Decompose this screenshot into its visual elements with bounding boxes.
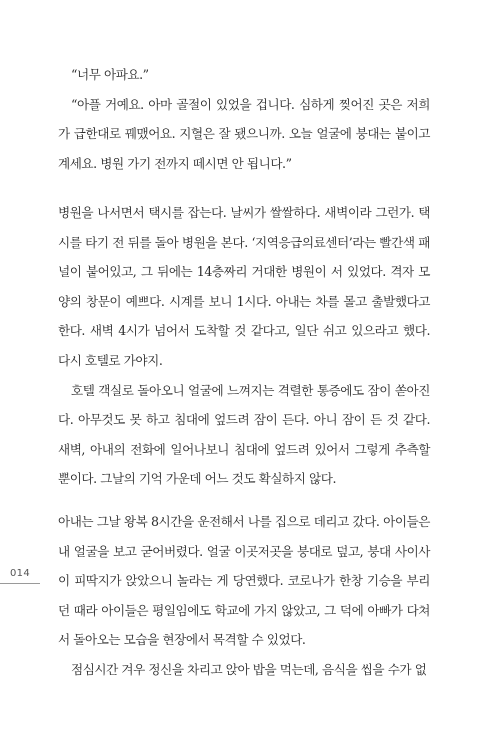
dialogue-line-patient: “너무 아파요.” (71, 67, 149, 82)
home-section (58, 507, 430, 685)
paragraph-lunch: 점심시간 겨우 정신을 차리고 앉아 밥을 먹는데, 음식을 씹을 수가 없 (71, 661, 427, 677)
paragraph-leaving-hospital: 병원을 나서면서 택시를 잡는다. 날씨가 쌀쌀하다. 새벽이라 그런가. 택시를 타기 전 뒤를 돌아 병원을 본다. ‘지역응급의료센터’라는 빨간색 패널이 붙어있고, 그 뒤에는 14층짜리 거대한 병원이 서 있었다. 격자 모양의 창문이 예쁘다. 시계를 보니 1시다. 아내는 차를 몰고 출발했다고 한다. 새벽 4시가 넘어서 도착할 것 같다고, 일단 쉬고 있으라고 했다. 다시 호텔로 가야지. (58, 205, 430, 368)
paragraph-hotel-room: 호텔 객실로 돌아오니 얼굴에 느껴지는 격렬한 통증에도 잠이 쏟아진다. 아무것도 못 하고 침대에 엎드려 잠이 든다. 아니 잠이 든 것 같다. 새벽, 아내의 전화에 일어나보니 침대에 엎드려 있어서 그렇게 추측할 뿐이다. 그날의 기억 가운데 어느 것도 확실하지 않다. (58, 382, 430, 487)
dialogue-section (58, 60, 430, 178)
dialogue-line-doctor: “아플 거예요. 아마 골절이 있었을 겁니다. 심하게 찢어진 곳은 저희가 급한대로 꿰맸어요. 지혈은 잘 됐으니까. 오늘 얼굴에 붕대는 붙이고 계세요. 병원 가기 전까지 떼시면 안 됩니다.” (58, 96, 430, 171)
page-number: 014 (10, 568, 30, 579)
page-number-rule (0, 583, 40, 584)
paragraph-drive-home: 아내는 그날 왕복 8시간을 운전해서 나를 집으로 데리고 갔다. 아이들은 내 얼굴을 보고 굳어버렸다. 얼굴 이곳저곳을 붕대로 덮고, 붕대 사이사이 피딱지가 앉았으니 놀라는 게 당연했다. 코로나가 한창 기승을 부리던 때라 아이들은 평일임에도 학교에 가지 않았고, 그 덕에 아빠가 다쳐서 돌아오는 모습을 현장에서 목격할 수 있었다. (58, 514, 430, 648)
hospital-section (58, 198, 430, 494)
